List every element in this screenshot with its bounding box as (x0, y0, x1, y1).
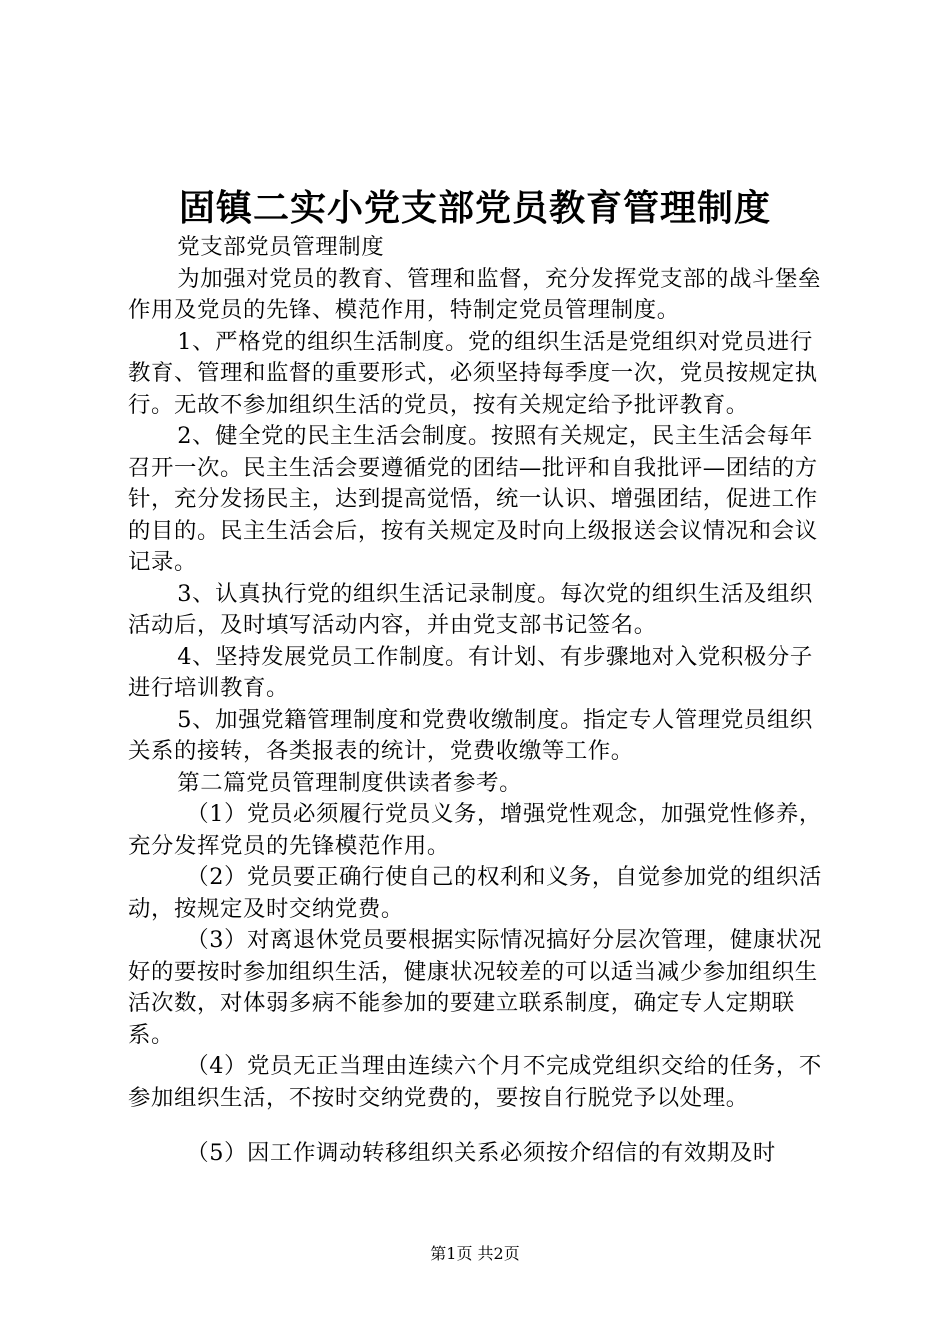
paragraph: （3）对离退休党员要根据实际情况搞好分层次管理，健康状况好的要按时参加组织生活，健康状况较差的可以适当减少参加组织生活次数，对体弱多病不能参加的要建立联系制度，确定专人定期联系。 (128, 927, 822, 1048)
page-number: 第1页 共2页 (430, 1244, 520, 1263)
paragraph: （2）党员要正确行使自己的权利和义务，自觉参加党的组织活动，按规定及时交纳党费。 (128, 864, 822, 922)
paragraph: 3、认真执行党的组织生活记录制度。每次党的组织生活及组织活动后，及时填写活动内容，并由党支部书记签名。 (128, 580, 813, 638)
section-heading: 党支部党员管理制度 (177, 234, 385, 260)
paragraph: 第二篇党员管理制度供读者参考。 (177, 769, 523, 796)
paragraph: 4、坚持发展党员工作制度。有计划、有步骤地对入党积极分子进行培训教育。 (128, 643, 813, 701)
paragraph: （4）党员无正当理由连续六个月不完成党组织交给的任务，不参加组织生活，不按时交纳党费的，要按自行脱党予以处理。 (128, 1053, 822, 1111)
paragraph: （1）党员必须履行党员义务，增强党性观念，加强党性修养，充分发挥党员的先锋模范作用。 (128, 801, 822, 859)
paragraph: 5、加强党籍管理制度和党费收缴制度。指定专人管理党员组织关系的接转，各类报表的统计，党费收缴等工作。 (128, 706, 813, 764)
paragraph: 2、健全党的民主生活会制度。按照有关规定，民主生活会每年召开一次。民主生活会要遵循党的团结—批评和自我批评—团结的方针，充分发扬民主，达到提高觉悟，统一认识、增强团结，促进工作的目的。民主生活会后，按有关规定及时向上级报送会议情况和会议记录。 (128, 423, 818, 575)
paragraph: （5）因工作调动转移组织关系必须按介绍信的有效期及时 (186, 1140, 776, 1166)
paragraph: 为加强对党员的教育、管理和监督，充分发挥党支部的战斗堡垒作用及党员的先锋、模范作用，特制定党员管理制度。 (128, 265, 822, 323)
document-title: 固镇二实小党支部党员教育管理制度 (178, 187, 771, 229)
paragraph: 1、严格党的组织生活制度。党的组织生活是党组织对党员进行教育、管理和监督的重要形式，必须坚持每季度一次，党员按规定执行。无故不参加组织生活的党员，按有关规定给予批评教育。 (128, 328, 818, 418)
document-body (128, 232, 832, 1170)
